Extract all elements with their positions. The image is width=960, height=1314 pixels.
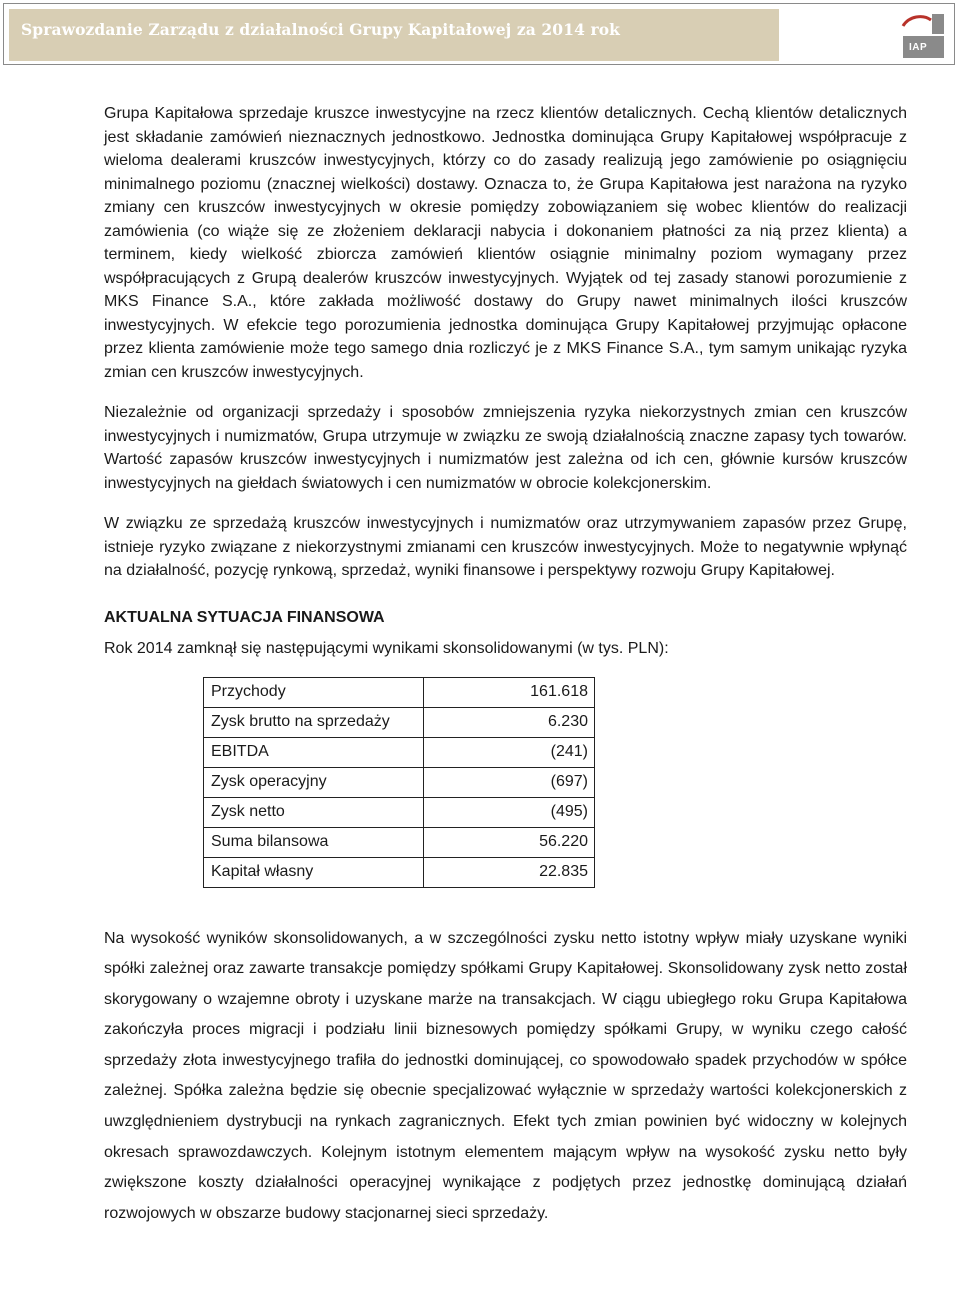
table-row (204, 797, 595, 827)
iap-logo (901, 12, 947, 60)
table-row (204, 767, 595, 797)
paragraph-2: Niezależnie od organizacji sprzedaży i sposobów zmniejszenia ryzyka niekorzystnych zmian cen kruszców inwestycyjnych i numizmatów, Grupa utrzymuje w związku ze swoją działalnością znaczne zapasy tych towarów. Wartość zapasów kruszców inwestycyjnych i numizmatów jest zależna od ich cen, głównie kursów kruszców inwestycyjnych na giełdach światowych i cen numizmatów w obrocie kolekcjonerskim. (104, 404, 907, 492)
paragraph-3: W związku ze sprzedażą kruszców inwestycyjnych i numizmatów oraz utrzymywaniem zapasów przez Grupę, istnieje ryzyko związane z niekorzystnymi zmianami cen kruszców inwestycyjnych. Może to negatywnie wpłynąć na działalność, pozycję rynkową, sprzedaż, wyniki finansowe i perspektywy rozwoju Grupy Kapitałowej. (104, 515, 907, 579)
header-band (9, 9, 779, 61)
row-value: 56.220 (424, 827, 595, 857)
row-label: Suma bilansowa (204, 827, 424, 857)
row-value: 22.835 (424, 857, 595, 887)
row-value: (697) (424, 767, 595, 797)
document-body (104, 102, 907, 1229)
row-value: 161.618 (424, 677, 595, 707)
row-label: Kapitał własny (204, 857, 424, 887)
logo-text: IAP (909, 42, 928, 53)
row-value: (241) (424, 737, 595, 767)
table-row (204, 737, 595, 767)
section-heading: AKTUALNA SYTUACJA FINANSOWA (104, 608, 385, 626)
section-intro: Rok 2014 zamknął się następującymi wynikami skonsolidowanymi (w tys. PLN): (104, 639, 669, 657)
paragraph-1: Grupa Kapitałowa sprzedaje kruszce inwestycyjne na rzecz klientów detalicznych. Cechą klientów detalicznych jest składanie zamówień nieznacznych jednostkowo. Jednostka dominująca Grupy Kapitałowej współpracuje z wieloma dealerami kruszców inwestycyjnych, którzy co do zasady realizują jego zamówienie po osiągnięciu minimalnego poziomu (znacznej wielkości) dostawy. Oznacza to, że Grupa Kapitałowa jest narażona na ryzyko zmiany cen kruszców inwestycyjnych w okresie pomiędzy zobowiązaniem się wobec klientów do realizacji zamówienia (co wiąże się ze złożeniem deklaracji nabycia i dokonaniem płatności za nią przez klienta) a terminem, kiedy wielkość zbiorcza zamówień klientów osiągnie minimalny poziom wymagany przez współpracujących z Grupą dealerów kruszców inwestycyjnych. Wyjątek od tej zasady stanowi porozumienie z MKS Finance S.A., które zakłada możliwość dostawy do Grupy nawet minimalnych ilości kruszców inwestycyjnych. W efekcie tego porozumienia jednostka dominująca Grupy Kapitałowej przyjmując opłacone przez klienta zamówienie może tego samego dnia rozliczyć je z MKS Finance S.A., tym samym unikając ryzyka zmian cen kruszców inwestycyjnych. (104, 105, 907, 381)
row-label: Zysk operacyjny (204, 767, 424, 797)
row-label: Przychody (204, 677, 424, 707)
row-value: 6.230 (424, 707, 595, 737)
financial-results-table (203, 677, 595, 888)
header-title: Sprawozdanie Zarządu z działalności Grupy Kapitałowej za 2014 rok (21, 20, 621, 39)
table-row (204, 677, 595, 707)
row-label: Zysk brutto na sprzedaży (204, 707, 424, 737)
closing-paragraph: Na wysokość wyników skonsolidowanych, a w szczególności zysku netto istotny wpływ miały uzyskane wyniki spółki zależnej oraz zawarte transakcje pomiędzy spółkami Grupy Kapitałowej. Skonsolidowany zysk netto został skorygowany o wzajemne obroty i uzyskane marże na transakcjach. W ciągu ubiegłego roku Grupa Kapitałowa zakończyła proces migracji i podziału linii biznesowych pomiędzy spółkami Grupy, w wyniku czego całość sprzedaży złota inwestycyjnego trafiła do jednostki dominującej, co spowodowało spadek przychodów w spółce zależnej. Spółka zależna będzie się obecnie specjalizować wyłącznie w sprzedaży wartości kolekcjonerskich z uwzględnieniem dystrybucji na rynkach zagranicznych. Efekt tych zmian powinien być widoczny w kolejnych okresach sprawozdawczych. Kolejnym istotnym elementem mającym wpływ na wysokość zysku netto były zwiększone koszty działalności operacyjnej wynikające z podjętych przez jednostkę dominującą działań rozwojowych w obszarze budowy stacjonarnej sieci sprzedaży. (104, 929, 907, 1222)
table-row (204, 827, 595, 857)
page-header (3, 3, 955, 65)
table-row (204, 857, 595, 887)
row-value: (495) (424, 797, 595, 827)
row-label: EBITDA (204, 737, 424, 767)
row-label: Zysk netto (204, 797, 424, 827)
table-row (204, 707, 595, 737)
